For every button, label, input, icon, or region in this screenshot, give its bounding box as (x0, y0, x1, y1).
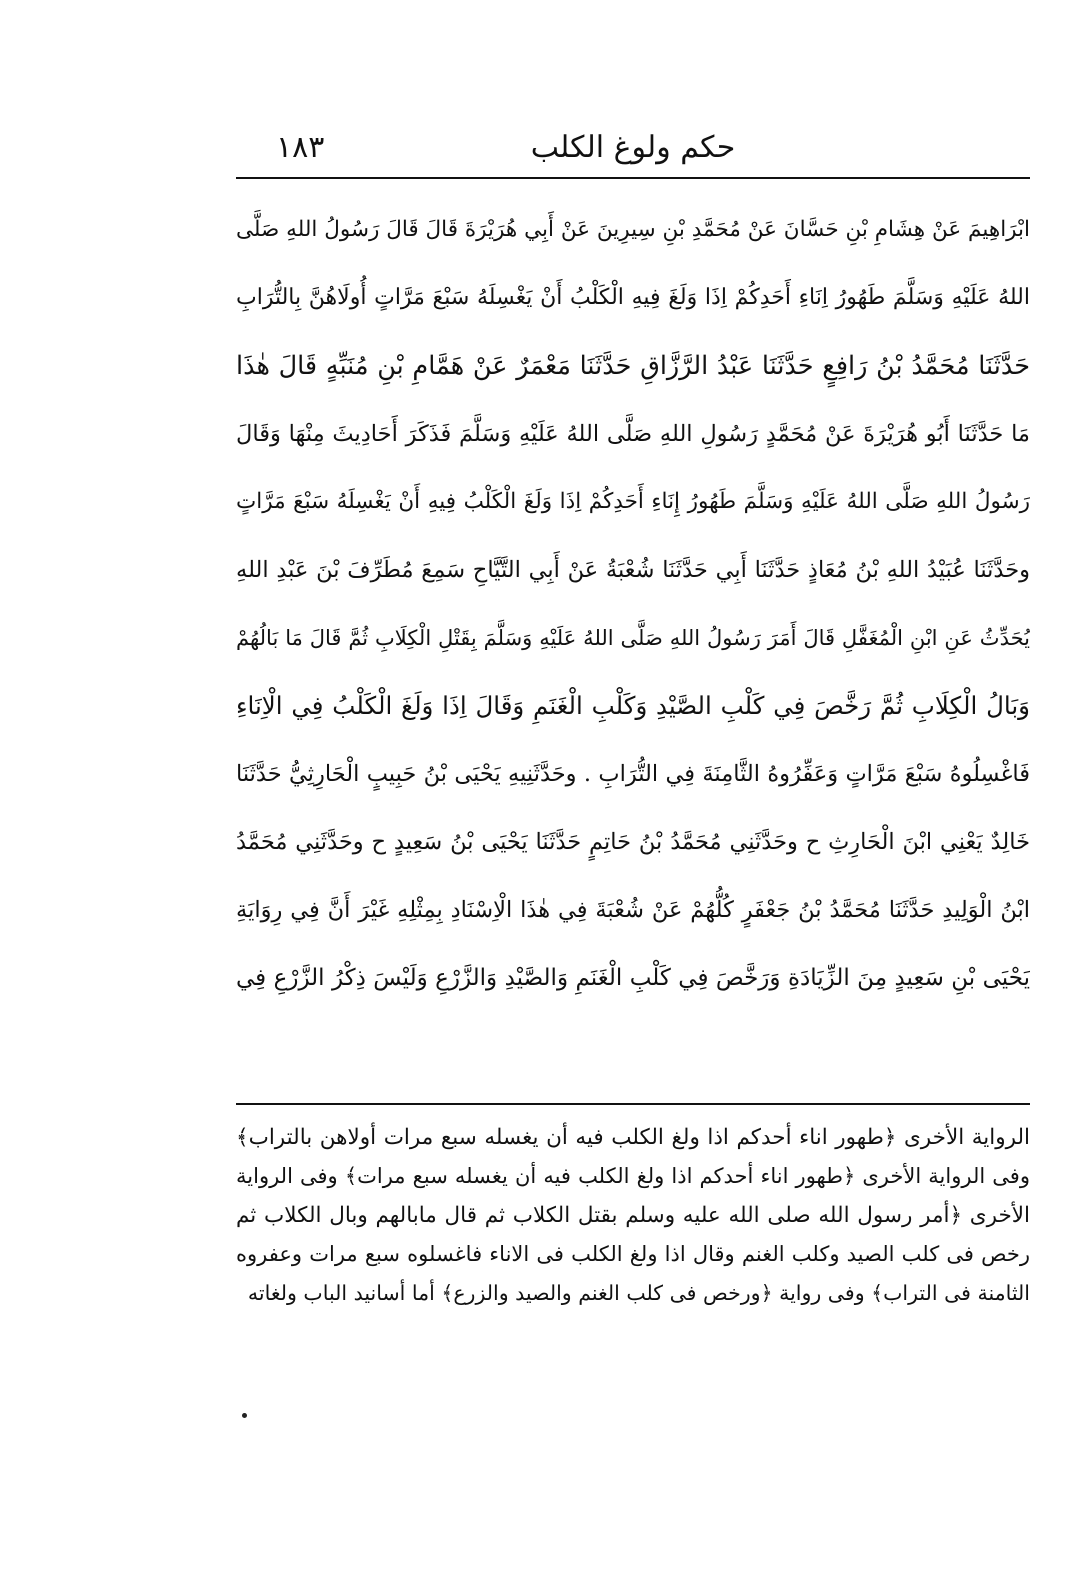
note-line: الأخرى ﴿أمر رسول الله صلى الله عليه وسلم بقتل الكلاب ثم قال مابالهم وبال الكلاب ثم (236, 1203, 1030, 1228)
text-line: خَالِدٌ يَعْنِي ابْنَ الْحَارِثِ ح وحَدَّثَنِي مُحَمَّدُ بْنُ حَاتِمٍ حَدَّثَنَا يَحْيَى بْنُ سَعِيدٍ ح وحَدَّثَنِي مُحَمَّدُ (236, 829, 1030, 855)
text-line: ابْرَاهِيمَ عَنْ هِشَامِ بْنِ حَسَّانَ عَنْ مُحَمَّدِ بْنِ سِيرِينَ عَنْ أَبِي هُرَيْرَةَ قَالَ قَالَ رَسُولُ اللهِ صَلَّى (236, 217, 1030, 242)
page-header (236, 124, 1030, 174)
text-line: ابْنُ الْوَلِيدِ حَدَّثَنَا مُحَمَّدُ بْنُ جَعْفَرٍ كُلُّهُمْ عَنْ شُعْبَةَ فِي هٰذَا الْاِسْنَادِ بِمِثْلِهِ غَيْرَ أَنَّ فِي رِوَايَةِ (236, 897, 1030, 923)
page-title: حكم ولوغ الكلب (530, 130, 736, 165)
hadith-text (236, 196, 1030, 1012)
header-divider (236, 177, 1030, 179)
text-line: وَبَالُ الْكِلَابِ ثُمَّ رَخَّصَ فِي كَلْبِ الصَّيْدِ وَكَلْبِ الْغَنَمِ وَقَالَ اِذَا وَلَغَ الْكَلْبُ فِي الْاِنَاءِ (236, 691, 1030, 720)
text-line: يُحَدِّثُ عَنِ ابْنِ الْمُغَفَّلِ قَالَ أَمَرَ رَسُولُ اللهِ صَلَّى اللهُ عَلَيْهِ وَسَلَّمَ بِقَتْلِ الْكِلَابِ ثُمَّ قَالَ مَا بَالُهُمْ (236, 626, 1030, 650)
note-line: رخص فى كلب الصيد وكلب الغنم وقال اذا ولغ الكلب فى الاناء فاغسلوه سبع مرات وعفروه (236, 1242, 1030, 1266)
note-line: الرواية الأخرى ﴿طهور اناء أحدكم اذا ولغ الكلب فيه أن يغسله سبع مرات أولاهن بالتراب﴾ (236, 1125, 1030, 1150)
text-line: حَدَّثَنَا مُحَمَّدُ بْنُ رَافِعٍ حَدَّثَنَا عَبْدُ الرَّزَّاقِ حَدَّثَنَا مَعْمَرٌ عَنْ هَمَّامِ بْنِ مُنَبِّهٍ قَالَ هٰذَا (236, 351, 1030, 381)
ink-speck (242, 1413, 247, 1418)
commentary-notes (236, 1118, 1030, 1313)
text-line: وحَدَّثَنَا عُبَيْدُ اللهِ بْنُ مُعَاذٍ حَدَّثَنَا أَبِي حَدَّثَنَا شُعْبَةُ عَنْ أَبِي التَّيَّاحِ سَمِعَ مُطَرِّفَ بْنَ عَبْدِ اللهِ (236, 557, 1030, 583)
text-line: اللهُ عَلَيْهِ وَسَلَّمَ طَهُورُ اِنَاءِ أَحَدِكُمْ اِذَا وَلَغَ فِيهِ الْكَلْبُ أَنْ يَغْسِلَهُ سَبْعَ مَرَّاتٍ أُولَاهُنَّ بِالتُّرَابِ (236, 285, 1030, 310)
text-line: رَسُولُ اللهِ صَلَّى اللهُ عَلَيْهِ وَسَلَّمَ طَهُورُ إِنَاءِ أَحَدِكُمْ اِذَا وَلَغَ الْكَلْبُ فِيهِ أَنْ يَغْسِلَهُ سَبْعَ مَرَّاتٍ (236, 489, 1030, 514)
footnote-divider (236, 1103, 1030, 1105)
text-line: مَا حَدَّثَنَا أَبُو هُرَيْرَةَ عَنْ مُحَمَّدٍ رَسُولِ اللهِ صَلَّى اللهُ عَلَيْهِ وَسَلَّمَ فَذَكَرَ أَحَادِيثَ مِنْهَا وَقَالَ (236, 421, 1030, 447)
note-line: وفى الرواية الأخرى ﴿طهور اناء أحدكم اذا ولغ الكلب فيه أن يغسله سبع مرات﴾ وفى الرواية (236, 1164, 1030, 1188)
note-line: الثامنة فى التراب﴾ وفى رواية ﴿ورخص فى كلب الغنم والصيد والزرع﴾ أما أسانيد الباب ولغاته (247, 1281, 1030, 1305)
text-line: يَحْيَى بْنِ سَعِيدٍ مِنَ الزِّيَادَةِ وَرَخَّصَ فِي كَلْبِ الْغَنَمِ وَالصَّيْدِ وَالزَّرْعِ وَلَيْسَ ذِكْرُ الزَّرْعِ فِي (236, 965, 1030, 991)
page-number: ١٨٣ (276, 130, 325, 165)
text-line: فَاغْسِلُوهُ سَبْعَ مَرَّاتٍ وَعَفِّرُوهُ الثَّامِنَةَ فِي التُّرَابِ . وحَدَّثَنِيهِ يَحْيَى بْنُ حَبِيبٍ الْحَارِثِيُّ حَدَّثَنَا (236, 761, 1030, 787)
